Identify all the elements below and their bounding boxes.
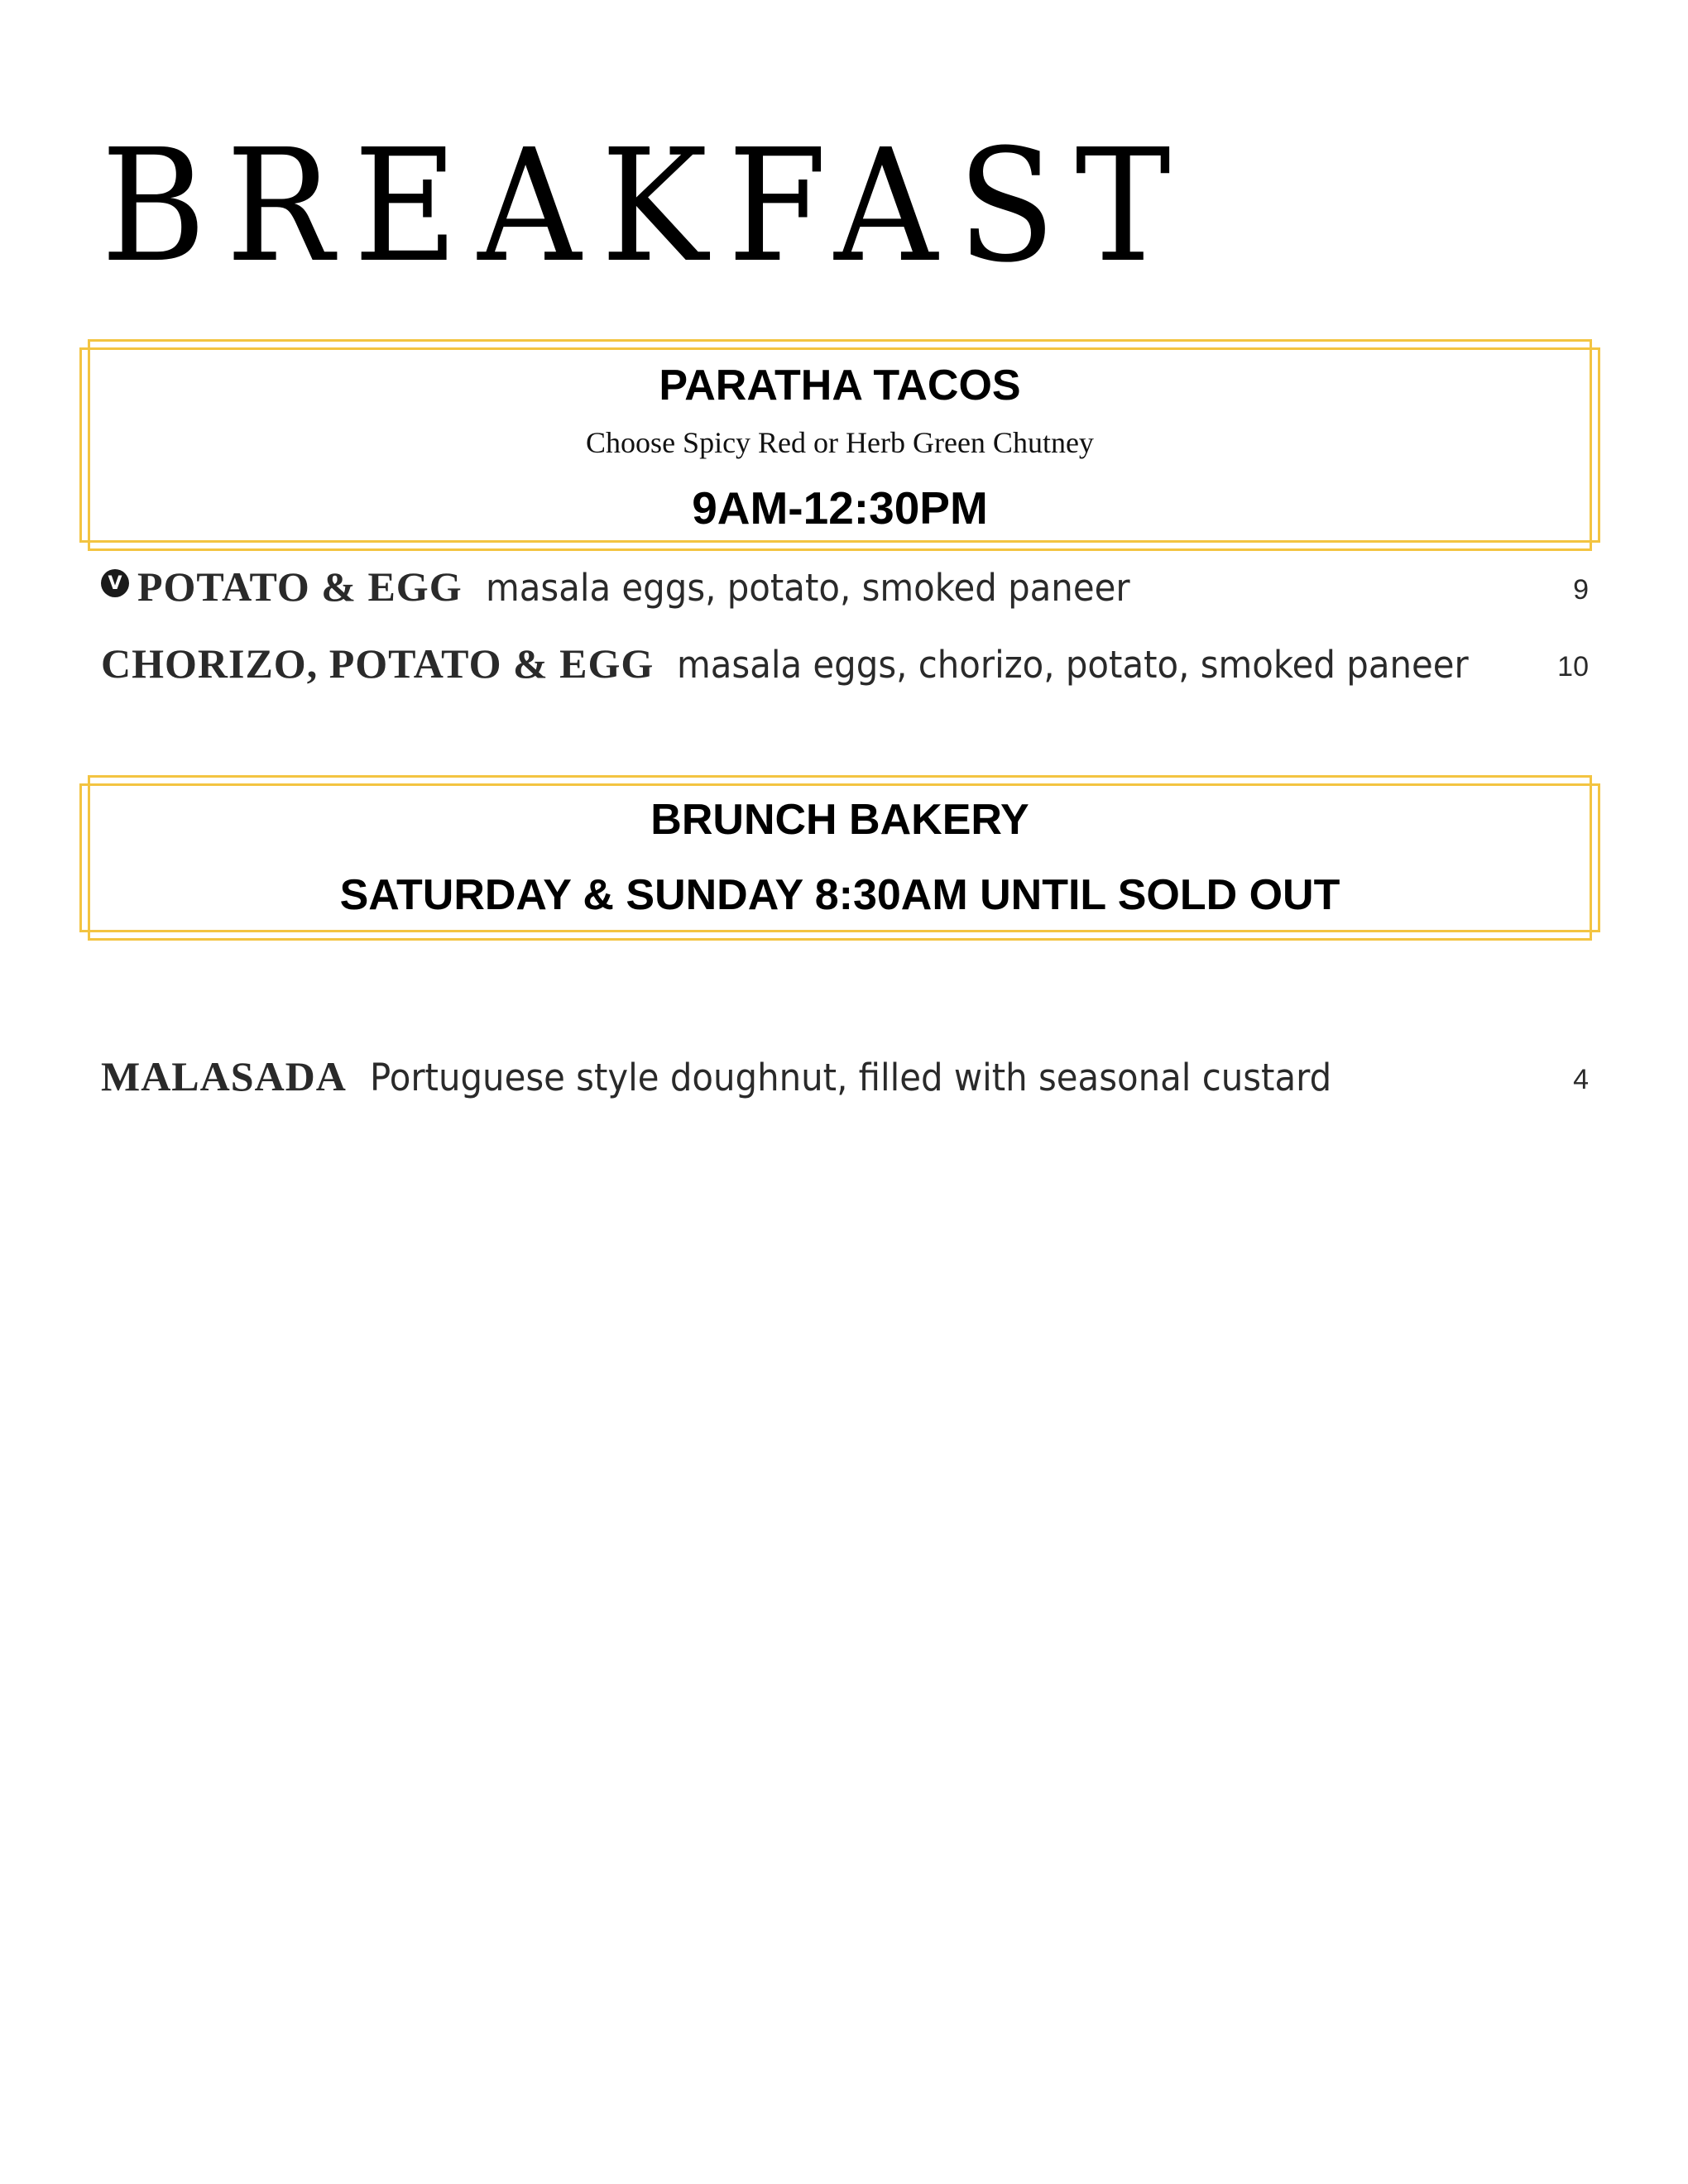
section-hours: 9AM-12:30PM <box>692 482 988 534</box>
item-description: Portuguese style doughnut, filled with seasonal custard <box>369 1056 1332 1099</box>
brunch-bakery-header-box <box>79 775 1600 941</box>
item-name: POTATO & EGG <box>137 563 463 610</box>
menu-item-chorizo-potato-egg <box>101 639 1589 697</box>
paratha-tacos-header-box <box>79 339 1600 551</box>
section-hours: SATURDAY & SUNDAY 8:30AM UNTIL SOLD OUT <box>339 871 1340 919</box>
vegetarian-icon: V <box>101 569 129 597</box>
item-price: 4 <box>1573 1064 1589 1095</box>
item-name: CHORIZO, POTATO & EGG <box>101 640 655 687</box>
section-title: BRUNCH BAKERY <box>650 796 1029 844</box>
page-title: BREAKFAST <box>101 116 1191 297</box>
item-price: 9 <box>1573 574 1589 606</box>
item-description: masala eggs, chorizo, potato, smoked paneer <box>677 643 1469 687</box>
item-name: MALASADA <box>101 1053 347 1099</box>
section-title: PARATHA TACOS <box>659 362 1021 410</box>
item-description: masala eggs, potato, smoked paneer <box>485 566 1130 610</box>
menu-item-potato-egg <box>101 563 1589 620</box>
item-price: 10 <box>1557 651 1589 682</box>
section-subtitle: Choose Spicy Red or Herb Green Chutney <box>586 426 1094 459</box>
menu-item-malasada <box>101 1052 1589 1110</box>
